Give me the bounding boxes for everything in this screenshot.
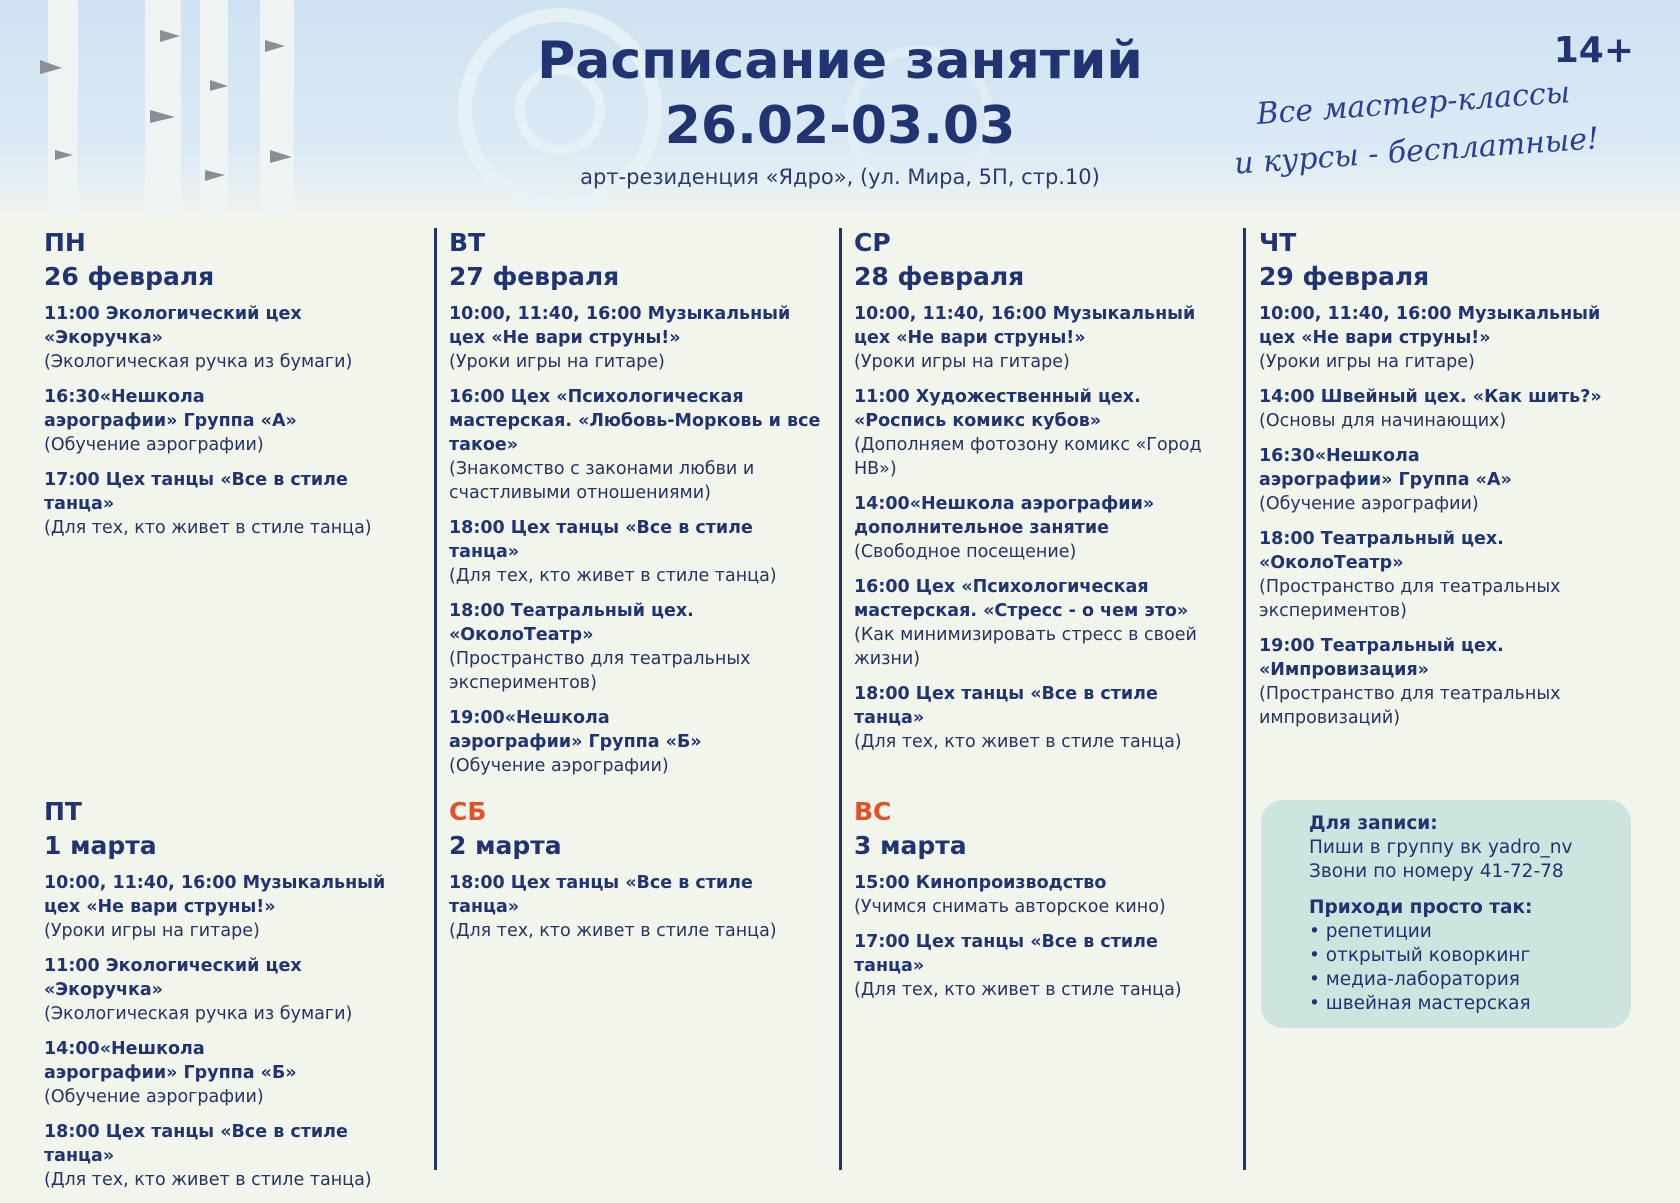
event-title: 10:00, 11:40, 16:00 Музыкальный цех «Не вари струны!»: [44, 873, 386, 917]
event-title: 14:00«Нешкола аэрографии» Группа «Б»: [44, 1039, 297, 1083]
event-description: (Уроки игры на гитаре): [44, 921, 260, 941]
event-description: (Основы для начинающих): [1259, 411, 1507, 431]
header-banner: [0, 0, 1680, 212]
schedule-event: [854, 302, 1234, 374]
column-divider: [839, 228, 842, 1170]
event-title: 10:00, 11:40, 16:00 Музыкальный цех «Не вари струны!»: [1259, 304, 1601, 348]
day-column-thursday: [1259, 226, 1639, 741]
event-title: 18:00 Театральный цех. «ОколоТеатр»: [449, 601, 694, 645]
schedule-event: [44, 302, 424, 374]
schedule-event: [854, 575, 1234, 671]
day-of-week: ВТ: [449, 228, 486, 257]
event-title: 16:00 Цех «Психологическая мастерская. «Стресс - о чем это»: [854, 577, 1189, 621]
free-notice-line2: и курсы - бесплатные!: [1233, 121, 1601, 182]
day-column-saturday: [449, 795, 829, 954]
schedule-event: [1259, 527, 1639, 623]
day-column-friday: [44, 795, 424, 1203]
event-description: (Пространство для театральных импровизаций): [1259, 684, 1561, 728]
schedule-event: [449, 516, 829, 588]
day-date: 1 марта: [44, 831, 157, 860]
age-rating: 14+: [1553, 30, 1634, 71]
schedule-event: [44, 1120, 424, 1192]
event-title: 18:00 Театральный цех. «ОколоТеатр»: [1259, 529, 1504, 573]
event-description: (Обучение аэрографии): [1259, 494, 1479, 514]
column-divider: [434, 228, 437, 1170]
day-column-monday: [44, 226, 424, 551]
schedule-event: [449, 599, 829, 695]
event-title: 15:00 Кинопроизводство: [854, 873, 1107, 893]
column-divider: [1243, 228, 1246, 1170]
day-of-week: СР: [854, 228, 891, 257]
event-title: 17:00 Цех танцы «Все в стиле танца»: [44, 470, 348, 514]
schedule-event: [449, 385, 829, 505]
event-title: 14:00 Швейный цех. «Как шить?»: [1259, 387, 1602, 407]
event-title: 14:00«Нешкола аэрографии» дополнительное занятие: [854, 494, 1155, 538]
event-title: 16:30«Нешкола аэрографии» Группа «А»: [1259, 446, 1512, 490]
date-range: 26.02-03.03: [664, 96, 1016, 156]
schedule-event: [854, 871, 1234, 919]
event-description: (Обучение аэрографии): [44, 1087, 264, 1107]
schedule-event: [44, 871, 424, 943]
schedule-event: [854, 492, 1234, 564]
day-column-tuesday: [449, 226, 829, 789]
event-description: (Для тех, кто живет в стиле танца): [449, 566, 777, 586]
event-title: 16:30«Нешкола аэрографии» Группа «А»: [44, 387, 297, 431]
event-description: (Для тех, кто живет в стиле танца): [44, 518, 372, 538]
schedule-event: [854, 930, 1234, 1002]
schedule-event: [44, 1037, 424, 1109]
event-title: 18:00 Цех танцы «Все в стиле танца»: [449, 873, 753, 917]
walkin-item: • медиа-лаборатория: [1309, 969, 1520, 990]
event-description: (Дополняем фотозону комикс «Город НВ»): [854, 435, 1202, 479]
event-description: (Уроки игры на гитаре): [1259, 352, 1475, 372]
event-title: 10:00, 11:40, 16:00 Музыкальный цех «Не вари струны!»: [854, 304, 1196, 348]
signup-vk: Пиши в группу вк yadro_nv: [1309, 837, 1573, 858]
day-of-week: ЧТ: [1259, 228, 1297, 257]
schedule-event: [1259, 302, 1639, 374]
event-description: (Для тех, кто живет в стиле танца): [854, 980, 1182, 1000]
schedule-event: [44, 954, 424, 1026]
schedule-event: [449, 302, 829, 374]
schedule-event: [44, 468, 424, 540]
day-of-week: ПТ: [44, 797, 82, 826]
event-description: (Обучение аэрографии): [44, 435, 264, 455]
schedule-event: [1259, 444, 1639, 516]
day-of-week: ПН: [44, 228, 86, 257]
event-description: (Уроки игры на гитаре): [854, 352, 1070, 372]
event-title: 11:00 Экологический цех «Экоручка»: [44, 304, 302, 348]
event-description: (Учимся снимать авторское кино): [854, 897, 1166, 917]
signup-phone: Звони по номеру 41-72-78: [1309, 861, 1564, 882]
event-description: (Экологическая ручка из бумаги): [44, 352, 353, 372]
contact-info-box: [1261, 800, 1631, 1028]
schedule-event: [44, 385, 424, 457]
schedule-event: [1259, 634, 1639, 730]
event-title: 18:00 Цех танцы «Все в стиле танца»: [449, 518, 753, 562]
day-date: 27 февраля: [449, 262, 620, 291]
event-description: (Уроки игры на гитаре): [449, 352, 665, 372]
walkin-item: • открытый коворкинг: [1309, 945, 1531, 966]
event-description: (Как минимизировать стресс в своей жизни): [854, 625, 1197, 669]
day-date: 3 марта: [854, 831, 967, 860]
day-date: 29 февраля: [1259, 262, 1430, 291]
event-description: (Для тех, кто живет в стиле танца): [44, 1170, 372, 1190]
event-title: 18:00 Цех танцы «Все в стиле танца»: [854, 684, 1158, 728]
day-date: 2 марта: [449, 831, 562, 860]
event-description: (Пространство для театральных экспериментов): [1259, 577, 1561, 621]
event-title: 11:00 Экологический цех «Экоручка»: [44, 956, 302, 1000]
event-description: (Для тех, кто живет в стиле танца): [854, 732, 1182, 752]
day-of-week: ВС: [854, 797, 892, 826]
event-title: 18:00 Цех танцы «Все в стиле танца»: [44, 1122, 348, 1166]
page-title: Расписание занятий: [537, 31, 1143, 91]
event-description: (Знакомство с законами любви и счастливыми отношениями): [449, 459, 755, 503]
signup-label: Для записи:: [1309, 813, 1438, 834]
schedule-event: [449, 871, 829, 943]
schedule-event: [854, 682, 1234, 754]
event-title: 19:00 Театральный цех. «Импровизация»: [1259, 636, 1504, 680]
event-description: (Экологическая ручка из бумаги): [44, 1004, 353, 1024]
venue-address: арт-резиденция «Ядро», (ул. Мира, 5П, стр.10): [580, 165, 1100, 189]
event-title: 11:00 Художественный цех. «Роспись комикс кубов»: [854, 387, 1141, 431]
walkin-item: • репетиции: [1309, 921, 1432, 942]
day-column-sunday: [854, 795, 1234, 1013]
free-notice-line1: Все мастер-классы: [1255, 75, 1572, 132]
walkin-label: Приходи просто так:: [1309, 897, 1533, 918]
schedule-event: [1259, 385, 1639, 433]
day-date: 26 февраля: [44, 262, 215, 291]
event-description: (Свободное посещение): [854, 542, 1077, 562]
schedule-event: [854, 385, 1234, 481]
day-column-wednesday: [854, 226, 1234, 765]
event-title: 17:00 Цех танцы «Все в стиле танца»: [854, 932, 1158, 976]
event-description: (Обучение аэрографии): [449, 756, 669, 776]
event-title: 16:00 Цех «Психологическая мастерская. «Любовь-Морковь и все такое»: [449, 387, 821, 455]
event-description: (Пространство для театральных экспериментов): [449, 649, 751, 693]
schedule-event: [449, 706, 829, 778]
walkin-item: • швейная мастерская: [1309, 993, 1531, 1014]
day-of-week: СБ: [449, 797, 487, 826]
day-date: 28 февраля: [854, 262, 1025, 291]
event-title: 10:00, 11:40, 16:00 Музыкальный цех «Не вари струны!»: [449, 304, 791, 348]
event-title: 19:00«Нешкола аэрографии» Группа «Б»: [449, 708, 702, 752]
event-description: (Для тех, кто живет в стиле танца): [449, 921, 777, 941]
